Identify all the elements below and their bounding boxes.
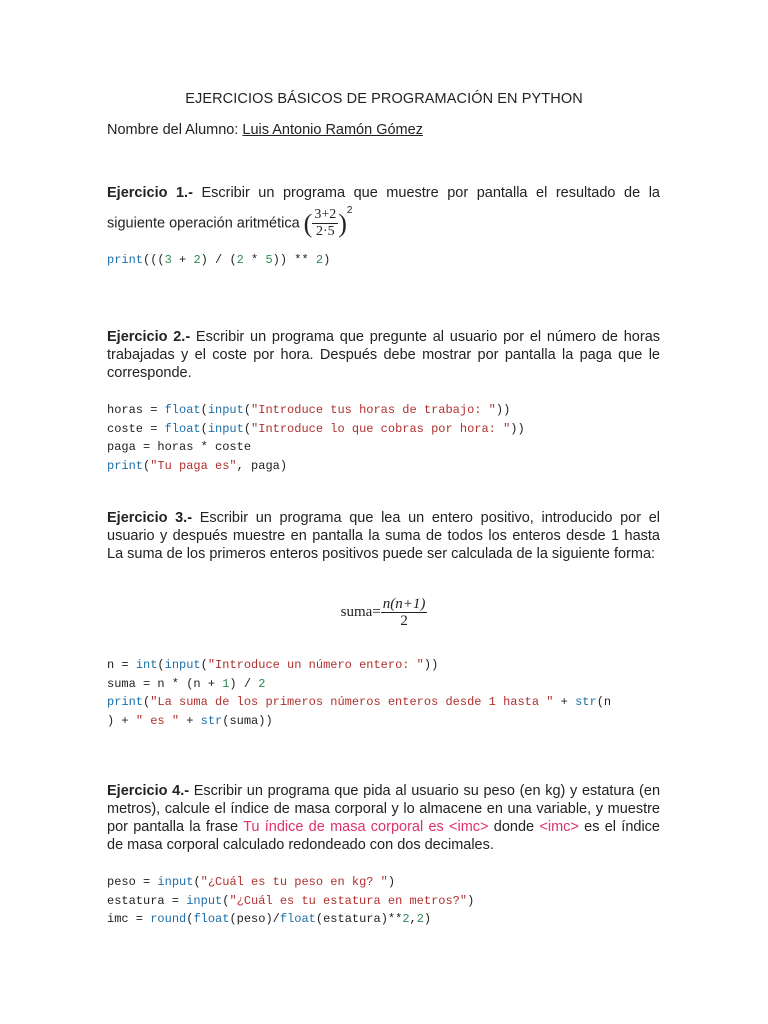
code-token-num: 2 bbox=[236, 253, 244, 267]
code-token-plain: )) ** bbox=[272, 253, 316, 267]
code-line bbox=[107, 873, 474, 892]
code-token-plain: coste = bbox=[107, 421, 165, 436]
document-title: EJERCICIOS BÁSICOS DE PROGRAMACIÓN EN PYTHON bbox=[185, 91, 583, 107]
student-line bbox=[107, 122, 423, 138]
code-token-plain: ) bbox=[467, 893, 475, 908]
code-token-plain: ) + bbox=[107, 713, 136, 728]
code-token-plain: ( bbox=[143, 695, 151, 709]
code-token-num: 2 bbox=[315, 253, 324, 267]
code-line bbox=[107, 457, 525, 476]
exercise-4-statement bbox=[107, 782, 660, 854]
code-line bbox=[107, 892, 474, 911]
code-line bbox=[107, 675, 611, 694]
code-token-plain: ((( bbox=[143, 253, 165, 267]
code-token-plain: horas = bbox=[107, 403, 165, 417]
code-token-plain: (n bbox=[596, 695, 612, 709]
code-token-plain: ) bbox=[323, 253, 331, 267]
code-token-plain: + bbox=[553, 695, 576, 709]
exercise-4-text-b: donde bbox=[488, 819, 540, 835]
exercise-2-heading: Ejercicio 2.- bbox=[107, 329, 191, 345]
code-token-plain: ( bbox=[143, 458, 151, 473]
code-token-fn: input bbox=[164, 658, 201, 672]
code-token-plain: estatura = bbox=[107, 893, 187, 908]
code-token-plain: paga = horas * coste bbox=[107, 440, 252, 454]
student-name: Luis Antonio Ramón Gómez bbox=[242, 122, 423, 138]
code-token-fn: round bbox=[150, 912, 187, 926]
code-token-plain: ( bbox=[200, 658, 208, 672]
exercise-2-code bbox=[107, 401, 525, 475]
code-line bbox=[107, 712, 611, 731]
exercise-1-fraction bbox=[312, 207, 338, 240]
exercise-3-heading: Ejercicio 3.- bbox=[107, 510, 193, 526]
code-line bbox=[107, 910, 474, 929]
code-token-fn: str bbox=[200, 713, 223, 728]
code-token-str: "¿Cuál es tu estatura en metros?" bbox=[229, 893, 468, 908]
formula-fraction bbox=[381, 596, 428, 629]
code-token-plain: ( bbox=[222, 893, 230, 908]
code-token-fn: print bbox=[107, 458, 144, 473]
exercise-3-code bbox=[107, 656, 611, 730]
code-line bbox=[107, 438, 525, 457]
code-token-plain: n = bbox=[107, 658, 136, 672]
code-token-fn: input bbox=[207, 421, 244, 436]
code-token-fn: print bbox=[107, 695, 144, 709]
code-token-fn: input bbox=[186, 893, 223, 908]
exercise-4-text-a: Escribir un programa que pida al usuario su peso (en kg) y estatura (en metros), calcule el índice de masa corporal y lo almacene en una variable, y muestre por pantalla la frase bbox=[107, 783, 661, 835]
code-token-fn: float bbox=[164, 403, 201, 417]
code-token-plain: )) bbox=[510, 421, 525, 436]
code-token-str: "Introduce tus horas de trabajo: " bbox=[251, 403, 496, 417]
code-line bbox=[107, 251, 330, 270]
fraction-exponent: 2 bbox=[346, 205, 353, 216]
code-token-plain: ( bbox=[243, 421, 252, 436]
code-token-plain: ) / ( bbox=[200, 253, 237, 267]
code-token-num: 2 bbox=[258, 676, 266, 691]
code-line bbox=[107, 656, 611, 675]
exercise-1-code bbox=[107, 251, 330, 270]
code-token-num: 5 bbox=[265, 253, 273, 267]
code-token-fn: input bbox=[157, 875, 194, 889]
exercise-2-statement bbox=[107, 328, 660, 382]
formula-numerator: n(n+1) bbox=[382, 596, 426, 612]
sum-formula bbox=[0, 596, 768, 629]
code-token-plain: ( bbox=[157, 658, 165, 672]
code-token-plain: ( bbox=[200, 403, 208, 417]
code-line bbox=[107, 420, 525, 439]
code-token-plain: (suma)) bbox=[222, 713, 273, 728]
code-token-str: "¿Cuál es tu peso en kg? " bbox=[200, 875, 388, 889]
code-token-plain: + bbox=[179, 713, 201, 728]
code-token-plain: , bbox=[409, 912, 417, 926]
exercise-4-heading: Ejercicio 4.- bbox=[107, 783, 190, 799]
fraction-denominator: 2·5 bbox=[315, 224, 335, 239]
code-token-plain: ) bbox=[423, 912, 432, 926]
code-token-plain: * bbox=[243, 253, 266, 267]
code-token-str: " es " bbox=[135, 713, 180, 728]
code-token-fn: input bbox=[207, 403, 244, 417]
exercise-1-heading: Ejercicio 1.- bbox=[107, 185, 193, 201]
code-line bbox=[107, 693, 611, 712]
code-token-num: 2 bbox=[416, 912, 424, 926]
formula-lhs: suma= bbox=[340, 604, 381, 620]
exercise-4-phrase: Tu índice de masa corporal es <imc> bbox=[243, 819, 489, 835]
exercise-1-text: Escribir un programa que muestre por pantalla el resultado de la siguiente operación aritmética bbox=[107, 185, 660, 232]
code-token-fn: print bbox=[107, 253, 144, 267]
code-token-plain: ( bbox=[200, 421, 208, 436]
code-token-plain: ) bbox=[387, 875, 396, 889]
code-token-plain: )) bbox=[423, 658, 439, 672]
exercise-3-text: Escribir un programa que lea un entero positivo, introducido por el usuario y después muestre en pantalla la suma de todos los enteros desde 1 hasta La suma de los primeros enteros positivos puede ser calculada de la siguiente forma: bbox=[107, 510, 660, 562]
exercise-3-statement bbox=[107, 509, 660, 563]
code-token-plain: )) bbox=[495, 403, 511, 417]
exercise-4-imc-token: <imc> bbox=[539, 819, 579, 835]
code-token-str: "Introduce un número entero: " bbox=[207, 658, 424, 672]
code-token-str: "La suma de los primeros números enteros desde 1 hasta " bbox=[150, 695, 554, 709]
code-token-plain: ( bbox=[243, 403, 252, 417]
code-token-num: 1 bbox=[222, 676, 230, 691]
code-token-fn: float bbox=[164, 421, 201, 436]
code-token-plain: (estatura)** bbox=[315, 912, 403, 926]
code-token-plain: ( bbox=[193, 875, 201, 889]
code-token-fn: float bbox=[279, 912, 316, 926]
code-token-str: "Introduce lo que cobras por hora: " bbox=[251, 421, 511, 436]
code-token-str: "Tu paga es" bbox=[150, 458, 237, 473]
student-label: Nombre del Alumno: bbox=[107, 122, 243, 138]
code-token-plain: peso = bbox=[107, 875, 158, 889]
code-token-plain: imc = bbox=[107, 912, 151, 926]
code-token-fn: int bbox=[135, 658, 158, 672]
code-line bbox=[107, 401, 525, 420]
exercise-4-text-c: es el índice de masa corporal calculado redondeado con dos decimales. bbox=[107, 819, 660, 853]
exercise-1-statement: Ejercicio 1.- Escribir un programa que muestre por pantalla el resultado de la siguiente operación aritmética ( $\frac{3+2}{2\cdot 5}$ )$^2$ bbox=[107, 185, 660, 239]
formula-denominator: 2 bbox=[400, 613, 408, 629]
exercise-4-code bbox=[107, 873, 474, 929]
code-token-plain: ( bbox=[186, 912, 194, 926]
code-token-fn: float bbox=[193, 912, 230, 926]
code-token-fn: str bbox=[575, 695, 597, 709]
code-token-num: 2 bbox=[402, 912, 410, 926]
exercise-2-text: Escribir un programa que pregunte al usuario por el número de horas trabajadas y el coste por hora. Después debe mostrar por pantalla la paga que le corresponde. bbox=[107, 329, 661, 381]
code-token-num: 3 bbox=[164, 253, 172, 267]
code-token-plain: + bbox=[171, 253, 194, 267]
code-token-plain: (peso)/ bbox=[229, 912, 280, 926]
code-token-plain: , paga) bbox=[236, 458, 288, 473]
fraction-numerator: 3+2 bbox=[314, 207, 337, 222]
code-token-plain: suma = n * (n + bbox=[107, 676, 223, 691]
code-token-num: 2 bbox=[193, 253, 201, 267]
code-token-plain: ) / bbox=[229, 676, 259, 691]
